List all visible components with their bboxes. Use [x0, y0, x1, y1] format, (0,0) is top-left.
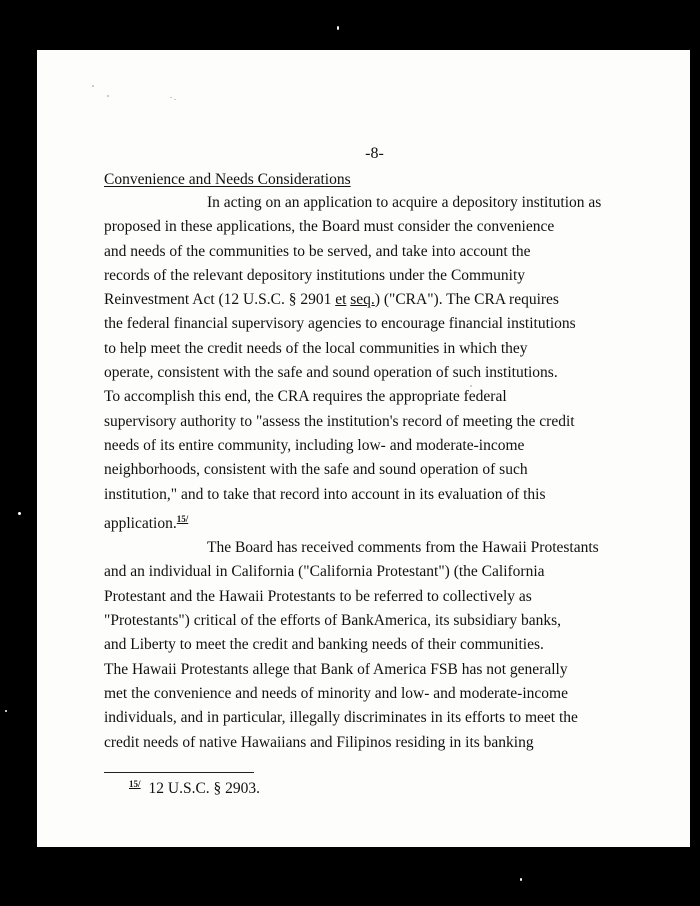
scan-speck	[5, 710, 7, 712]
paragraph-1-line: To accomplish this end, the CRA requires the appropriate federal	[104, 388, 507, 406]
scan-speck	[92, 85, 94, 87]
paragraph-1-line: needs of its entire community, including low- and moderate-income	[104, 436, 525, 454]
paragraph-2-line: individuals, and in particular, illegally discriminates in its efforts to meet the	[104, 709, 578, 727]
section-heading: Convenience and Needs Considerations	[104, 171, 351, 188]
paragraph-2-line: The Hawaii Protestants allege that Bank of America FSB has not generally	[104, 660, 568, 678]
body-text	[104, 191, 602, 755]
paragraph-1-line: operate, consistent with the safe and sound operation of such institutions.	[104, 364, 558, 382]
paragraph-1-line: the federal financial supervisory agencies to encourage financial institutions	[104, 315, 576, 333]
footnote	[129, 779, 260, 798]
scan-speck	[337, 26, 339, 30]
scan-speck	[520, 878, 522, 881]
paragraph-2-line: and Liberty to meet the credit and banking needs of their communities.	[104, 636, 544, 654]
paragraph-1-line: proposed in these applications, the Board must consider the convenience	[104, 218, 555, 236]
scan-speck	[107, 95, 109, 97]
paragraph-2-line: "Protestants") critical of the efforts of BankAmerica, its subsidiary banks,	[104, 612, 562, 630]
footnote-divider	[104, 772, 254, 773]
paragraph-2-line: The Board has received comments from the Hawaii Protestants	[207, 539, 599, 557]
et-underlined: et	[335, 291, 347, 309]
scan-speck	[174, 99, 176, 100]
paragraph-2-line: met the convenience and needs of minority and low- and moderate-income	[104, 684, 568, 702]
paragraph-2-line: and an individual in California ("California Protestant") (the California	[104, 563, 545, 581]
paragraph-1-line: records of the relevant depository institutions under the Community	[104, 266, 526, 284]
paragraph-1-line-reinvestment	[104, 288, 594, 312]
footnote-number: 15/	[129, 779, 141, 789]
scan-speck	[170, 97, 172, 98]
document-page	[37, 50, 690, 847]
paragraph-1-line: neighborhoods, consistent with the safe and sound operation of such	[104, 461, 528, 479]
paragraph-2-line: credit needs of native Hawaiians and Filipinos residing in its banking	[104, 733, 534, 751]
paragraph-1-end-text: application.	[104, 514, 177, 532]
page-number: -8-	[365, 145, 384, 162]
scan-speck	[470, 385, 472, 387]
paragraph-1-line: institution," and to take that record into account in its evaluation of this	[104, 485, 546, 503]
reinvestment-before: Reinvestment Act (12 U.S.C. § 2901	[104, 291, 336, 309]
paragraph-1-line: and needs of the communities to be served, and take into account the	[104, 242, 531, 260]
scan-speck	[18, 512, 21, 515]
paragraph-1-line: In acting on an application to acquire a depository institution as	[207, 194, 602, 211]
footnote-reference: 15/	[176, 513, 189, 524]
paragraph-1-line: to help meet the credit needs of the local communities in which they	[104, 339, 528, 357]
reinvestment-after: ) ("CRA"). The CRA requires	[374, 291, 559, 309]
seq-underlined: seq.	[350, 291, 375, 309]
paragraph-1-line: supervisory authority to "assess the institution's record of meeting the credit	[104, 412, 575, 430]
paragraph-1-last-line	[104, 507, 594, 536]
paragraph-2-line: Protestant and the Hawaii Protestants to be referred to collectively as	[104, 587, 532, 605]
footnote-text: 12 U.S.C. § 2903.	[148, 780, 261, 797]
